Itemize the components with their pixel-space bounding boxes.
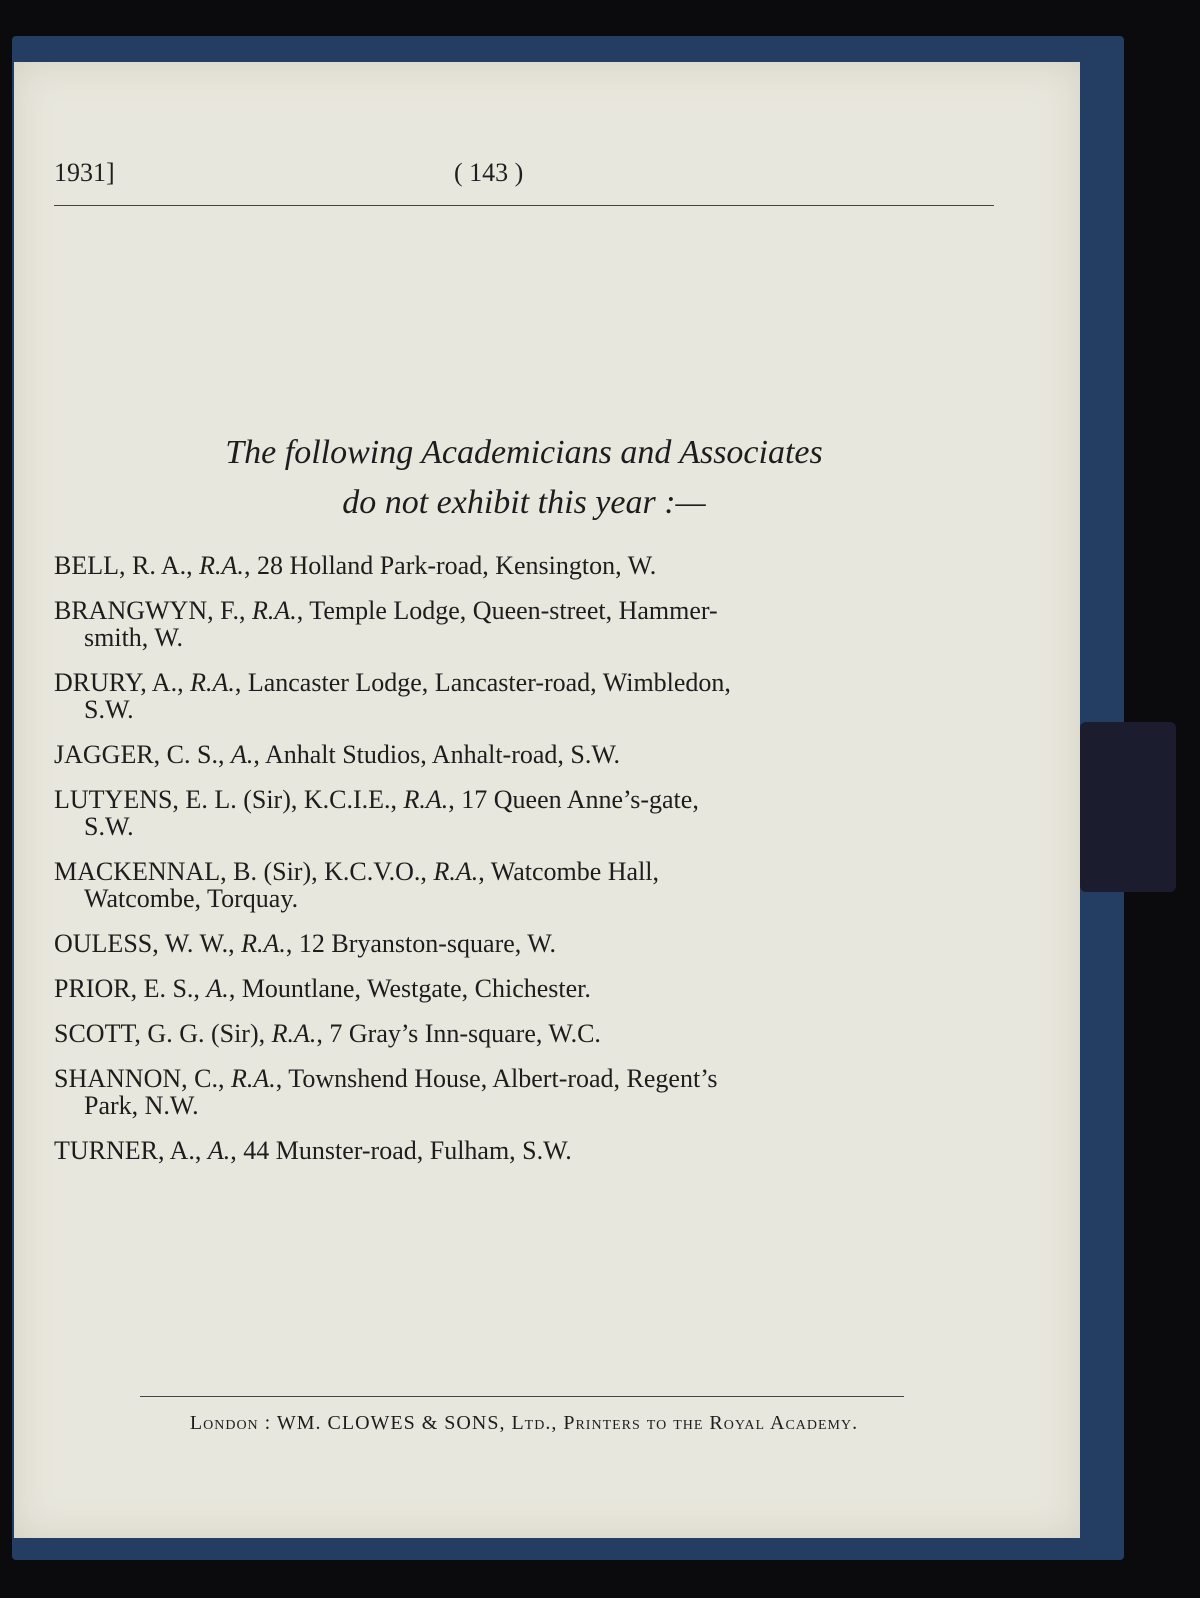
member-address-continued: Park, N.W. [84, 1091, 199, 1120]
header-rule [54, 205, 994, 206]
member-name: BRANGWYN, F., [54, 596, 246, 625]
list-item [54, 669, 994, 723]
member-name: JAGGER, C. S., [54, 740, 225, 769]
list-item [54, 975, 994, 1002]
list-item [54, 930, 994, 957]
list-item [54, 858, 994, 912]
member-address: , Mountlane, Westgate, Chichester. [228, 974, 591, 1003]
header-year: 1931] [54, 158, 115, 187]
member-rank: R.A. [241, 929, 286, 958]
member-address: , 44 Munster-road, Fulham, S.W. [230, 1136, 572, 1165]
member-rank: R.A. [271, 1019, 317, 1048]
member-list [54, 552, 994, 1182]
member-rank: A. [206, 974, 229, 1003]
member-name: OULESS, W. W., [54, 929, 235, 958]
imprint-firm: WM. CLOWES & SONS, [276, 1412, 506, 1434]
member-name: BELL, R. A., [54, 551, 193, 580]
member-address: , Watcombe Hall, [478, 857, 660, 886]
imprint-printers: Printers to the Royal Academy. [557, 1412, 859, 1434]
bookmark-tab [1080, 722, 1176, 892]
member-rank: R.A. [433, 857, 479, 886]
member-name: SHANNON, C., [54, 1064, 225, 1093]
list-item [54, 1020, 994, 1047]
imprint-ltd: Ltd., [505, 1412, 558, 1434]
printer-imprint [54, 1412, 994, 1435]
list-item [54, 552, 994, 579]
member-address-continued: Watcombe, Torquay. [84, 884, 299, 913]
list-item [54, 786, 994, 840]
member-name: PRIOR, E. S., [54, 974, 200, 1003]
member-address: , 17 Queen Anne’s-gate, [448, 785, 699, 814]
member-rank: A. [207, 1136, 231, 1165]
imprint-city: London [189, 1412, 259, 1434]
member-address: , Anhalt Studios, Anhalt-road, S.W. [253, 740, 621, 769]
member-address: , 12 Bryanston-square, W. [285, 929, 556, 958]
member-rank: R.A. [230, 1064, 276, 1093]
member-address-continued: S.W. [84, 812, 134, 841]
intro-line-1: The following Academicians and Associates [225, 434, 823, 471]
member-rank: R.A. [199, 551, 244, 580]
member-rank: R.A. [403, 785, 449, 814]
member-address: , Temple Lodge, Queen-street, Hammer- [296, 596, 718, 625]
list-item [54, 1137, 994, 1164]
member-address: , Townshend House, Albert-road, Regent’s [275, 1064, 718, 1093]
member-name: DRURY, A., [54, 668, 184, 697]
list-item [54, 1065, 994, 1119]
intro-line-2: do not exhibit this year :— [342, 484, 706, 521]
page-number: ( 143 ) [454, 158, 524, 187]
member-name: SCOTT, G. G. (Sir), [54, 1019, 266, 1048]
member-address-continued: S.W. [84, 695, 134, 724]
member-name: LUTYENS, E. L. (Sir), K.C.I.E., [54, 785, 398, 814]
member-address: , 28 Holland Park-road, Kensington, W. [243, 551, 657, 580]
member-name: MACKENNAL, B. (Sir), K.C.V.O., [54, 857, 427, 886]
footer-rule [140, 1396, 904, 1397]
intro-heading [54, 428, 994, 528]
member-address: , 7 Gray’s Inn-square, W.C. [316, 1019, 601, 1048]
member-rank: A. [230, 740, 254, 769]
member-name: TURNER, A., [54, 1136, 202, 1165]
member-address: , Lancaster Lodge, Lancaster-road, Wimbledon, [234, 668, 731, 697]
list-item [54, 597, 994, 651]
member-rank: R.A. [251, 596, 297, 625]
member-rank: R.A. [190, 668, 235, 697]
page-header [54, 158, 994, 200]
imprint-colon: : [258, 1412, 277, 1434]
member-address-continued: smith, W. [84, 623, 183, 652]
list-item [54, 741, 994, 768]
